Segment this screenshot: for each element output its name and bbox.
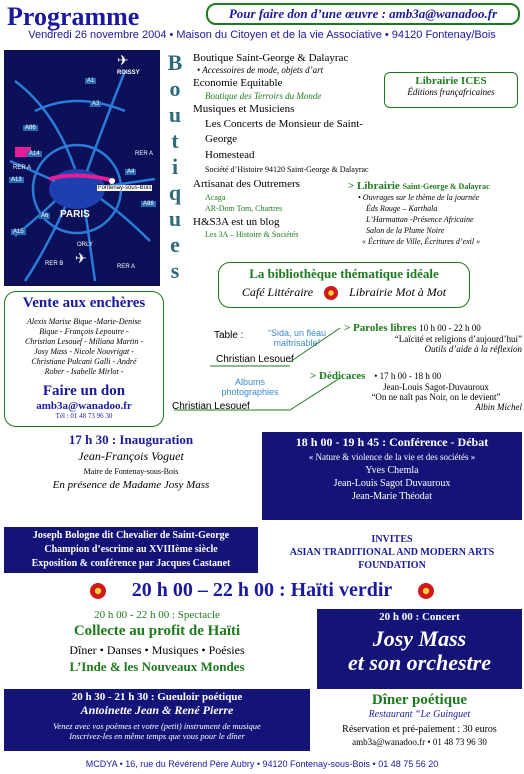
dedicaces-title: Dédicaces	[319, 370, 366, 382]
gueuloir-box	[4, 689, 310, 751]
diner-restaurant: Restaurant “Le Guinguet	[368, 709, 471, 720]
map-label-rerb: RER B	[45, 261, 64, 267]
name-line: Bique - François Lepoutre -	[39, 327, 129, 336]
concert-sub: et son orchestre	[348, 650, 491, 675]
librairie-ices-desc: Éditions françafricaines	[407, 87, 495, 97]
name-line: Josy Mass - Nicole Nouvrigat -	[34, 347, 134, 356]
bibliotheque-title: La bibliothèque thématique idéale	[249, 266, 439, 281]
spectacle-inde: L’Inde & les Nouveaux Mondes	[69, 659, 245, 674]
invites-line: INVITES	[371, 534, 413, 545]
boutique-entry: H&S3A est un blog	[193, 216, 280, 228]
table-sida-quote: “Sida, un fléau maîtrisable”	[267, 328, 327, 348]
boutique-entry: Homestead	[205, 149, 255, 161]
invites-block	[262, 533, 522, 572]
invites-line: FOUNDATION	[358, 560, 426, 571]
don-title: Faire un don	[42, 383, 126, 399]
inauguration-role: Maire de Fontenay-sous-Bois	[83, 467, 179, 476]
arrow-icon: >	[310, 370, 317, 382]
name-line: Rober - Isabelle Mirlot -	[44, 367, 124, 376]
map-label-a86: A86	[25, 125, 36, 131]
boutique-entry: • Accessoires de mode, objets d’art	[197, 65, 324, 75]
map-label-roissy: ROISSY	[117, 70, 140, 76]
don-tel: Tél : 01 48 73 96 30	[55, 412, 113, 420]
boutique-entry: Les 3A – Histoire & Sociétés	[205, 230, 299, 239]
boutiques-vertical-title	[165, 50, 185, 284]
map-label-paris: PARIS	[60, 209, 90, 220]
arrow-icon: >	[348, 180, 355, 192]
librairie-sg-line: L’Harmattan -Présence Africaine	[366, 215, 474, 224]
boutique-entry: Boutique des Terroirs du Monde	[205, 91, 322, 101]
albums-line: photographies	[221, 387, 279, 397]
map-label-a13: A13	[11, 177, 22, 183]
letter: u	[168, 102, 182, 127]
joseph-line: Exposition & conférence par Jacques Castanet	[31, 558, 231, 569]
albums-author: Christian Lesouef	[172, 401, 250, 412]
map-label-a6: A6	[41, 213, 49, 219]
paroles-time: 10 h 00 - 22 h 00	[419, 323, 481, 333]
inauguration-name: Jean-François Voguet	[78, 449, 184, 463]
letter: e	[170, 232, 180, 257]
letter: i	[171, 154, 179, 179]
page-title: Programme	[7, 2, 140, 31]
diner-title: Dîner poétique	[371, 692, 468, 708]
gueuloir-line: Venez avec vos poèmes et votre (petit) instrument de musique	[53, 721, 261, 731]
map-panel	[4, 50, 160, 286]
fontenay-dot	[109, 178, 115, 184]
haiti-row	[0, 579, 524, 602]
dedicaces-time: • 17 h 00 - 18 h 00	[374, 371, 442, 381]
librairie-mot: Librairie Mot à Mot	[349, 285, 447, 299]
concert-time: 20 h 00 : Concert	[379, 611, 460, 623]
concert-box	[317, 609, 522, 689]
paroles-note: Outils d’aide à la réflexion	[424, 344, 522, 354]
concert-name: Josy Mass	[372, 626, 467, 651]
flower-icon	[324, 286, 338, 300]
map-label-orly: ORLY	[77, 242, 93, 248]
boutique-entry: Les Concerts de Monsieur de Saint-George	[205, 118, 363, 145]
map-label-fontenay: Fontenay-sous-Bois	[98, 185, 152, 191]
librairie-sg-heading	[348, 180, 522, 192]
map-label-rera-1: RER A	[13, 165, 32, 171]
don-email[interactable]: amb3a@wanadoo.fr	[36, 400, 132, 412]
dedicaces-author: Jean-Louis Sagot-Duvauroux	[383, 382, 489, 392]
conference-subject: « Nature & violence de la vie et des sociétés »	[308, 452, 476, 462]
diner-block	[317, 692, 522, 747]
letter: s	[170, 258, 180, 283]
map-label-a4: A4	[127, 169, 135, 175]
dedicaces-heading	[310, 370, 522, 382]
name-line: Alexis Marise Bique -Marie-Denise	[27, 317, 141, 326]
bibliotheque-box	[218, 262, 470, 308]
diner-contact: amb3a@wanadoo.fr • 01 48 73 96 30	[352, 737, 487, 747]
joseph-line: Champion d’escrime au XVIIIème siècle	[44, 544, 218, 555]
map-label-rera-2: RER A	[135, 151, 154, 157]
librairie-sg	[348, 180, 522, 247]
inauguration-title: 17 h 30 : Inauguration	[68, 432, 194, 447]
donation-text: Pour faire don d’une œuvre : amb3a@wanadoo.fr	[228, 6, 498, 21]
letter: o	[169, 76, 181, 101]
librairie-sg-line: • Ouvrages sur le thème de la journée	[358, 193, 480, 202]
spectacle-activities: Dîner • Danses • Musiques • Poésies	[69, 643, 245, 657]
name-line: Christiane Pulcani Galli - André	[31, 357, 137, 366]
joseph-line: Joseph Bologne dit Chevalier de Saint-George	[32, 530, 230, 541]
boutique-entry: Acaga	[205, 193, 226, 202]
boutique-entry: Artisanat des Outremers	[193, 178, 300, 190]
librairie-ices-name: Librairie ICES	[415, 75, 487, 87]
albums-line: Albums	[234, 377, 265, 387]
map-label-a3: A3	[92, 101, 100, 107]
librairie-sg-line: Éds Rouge – Karthala	[366, 204, 438, 213]
map-label-a1: A1	[87, 78, 95, 84]
boutique-entry: AR-Dom Tom, Chartres	[205, 204, 283, 213]
gueuloir-title: 20 h 30 - 21 h 30 : Gueuloir poétique	[71, 691, 243, 703]
encheres-box	[4, 291, 164, 427]
inauguration-presence: En présence de Madame Josy Mass	[52, 479, 210, 491]
conference-title: 18 h 00 - 19 h 45 : Conférence - Débat	[295, 435, 489, 449]
map-label-a86b: A86	[143, 201, 154, 207]
invites-line: ASIAN TRADITIONAL AND MODERN ARTS	[289, 547, 495, 558]
donation-banner	[206, 3, 520, 25]
table-prefix: Table :	[214, 330, 244, 341]
gueuloir-names: Antoinette Jean & René Pierre	[80, 703, 234, 717]
flower-icon	[418, 583, 434, 599]
librairie-sg-label-small: Saint-George & Dalayrac	[402, 182, 490, 191]
conference-speaker: Yves Chemla	[365, 465, 419, 476]
arrow-icon: >	[344, 322, 351, 334]
inauguration-block	[4, 432, 258, 491]
encheres-title: Vente aux enchères	[22, 295, 146, 311]
boutique-entry: Société d’Histoire 94120 Saint-George & Dalayrac	[205, 165, 369, 174]
event-subtitle: Vendredi 26 novembre 2004 • Maison du Citoyen et de la vie Associative • 94120 Fontenay/Bois	[28, 29, 496, 41]
plane-icon-roissy: ✈	[117, 54, 129, 69]
encheres-names	[5, 317, 163, 377]
letter: u	[168, 206, 182, 231]
librairie-sg-line: « Écriture de Ville, Écritures d’exil »	[362, 237, 481, 246]
spectacle-time: 20 h 00 - 22 h 00 : Spectacle	[94, 609, 220, 621]
dedicaces-quote: “On ne naît pas Noir, on le devient”	[371, 392, 501, 402]
name-line: Christian Lesouef - Miliana Martin -	[25, 337, 143, 346]
joseph-box	[4, 527, 258, 573]
conference-box	[262, 432, 522, 520]
conference-speaker: Jean-Louis Sagot Duvauroux	[333, 478, 451, 489]
diner-reservation: Réservation et pré-paiement : 30 euros	[342, 724, 497, 735]
paroles-block	[344, 322, 522, 354]
librairie-sg-line: Salon de la Plume Noire	[366, 226, 445, 235]
map-label-a15: A15	[13, 229, 24, 235]
spectacle-collecte: Collecte au profit de Haïti	[73, 623, 241, 639]
plane-icon-orly: ✈	[75, 252, 87, 267]
letter: q	[168, 180, 182, 205]
boutique-entry: Musiques et Musiciens	[193, 103, 295, 115]
paroles-quote: “Laïcité et religions d’aujourd’hui”	[394, 334, 522, 344]
boutique-entry: Economie Equitable	[193, 77, 283, 89]
bibliotheque-row	[219, 285, 469, 300]
letter: t	[171, 128, 179, 153]
letter: B	[167, 50, 183, 75]
boutique-entry: Boutique Saint-George & Dalayrac	[193, 52, 349, 64]
librairie-sg-label: Librairie	[357, 180, 400, 192]
librairie-ices-box	[384, 72, 518, 108]
conference-speaker: Jean-Marie Théodat	[351, 491, 433, 502]
map-label-rera-3: RER A	[117, 264, 136, 270]
gueuloir-line: Inscrivez-les en même temps que vous pour le dîner	[69, 731, 245, 741]
footer: MCDYA • 16, rue du Révérend Père Aubry • 94120 Fontenay-sous-Bois • 01 48 75 56 20	[85, 759, 439, 769]
haiti-title: 20 h 00 – 22 h 00 : Haïti verdir	[131, 579, 393, 601]
paroles-title: Paroles libres	[353, 322, 417, 334]
map-label-a14: A14	[29, 151, 40, 157]
dedicaces-publisher: Albin Michel	[475, 402, 522, 412]
cafe-litteraire: Café Littéraire	[241, 285, 314, 299]
dedicaces-block	[310, 370, 522, 412]
flower-icon	[90, 583, 106, 599]
spectacle-block	[4, 609, 310, 675]
table-sida-author: Christian Lesouef	[216, 354, 294, 365]
paroles-heading	[344, 322, 522, 334]
